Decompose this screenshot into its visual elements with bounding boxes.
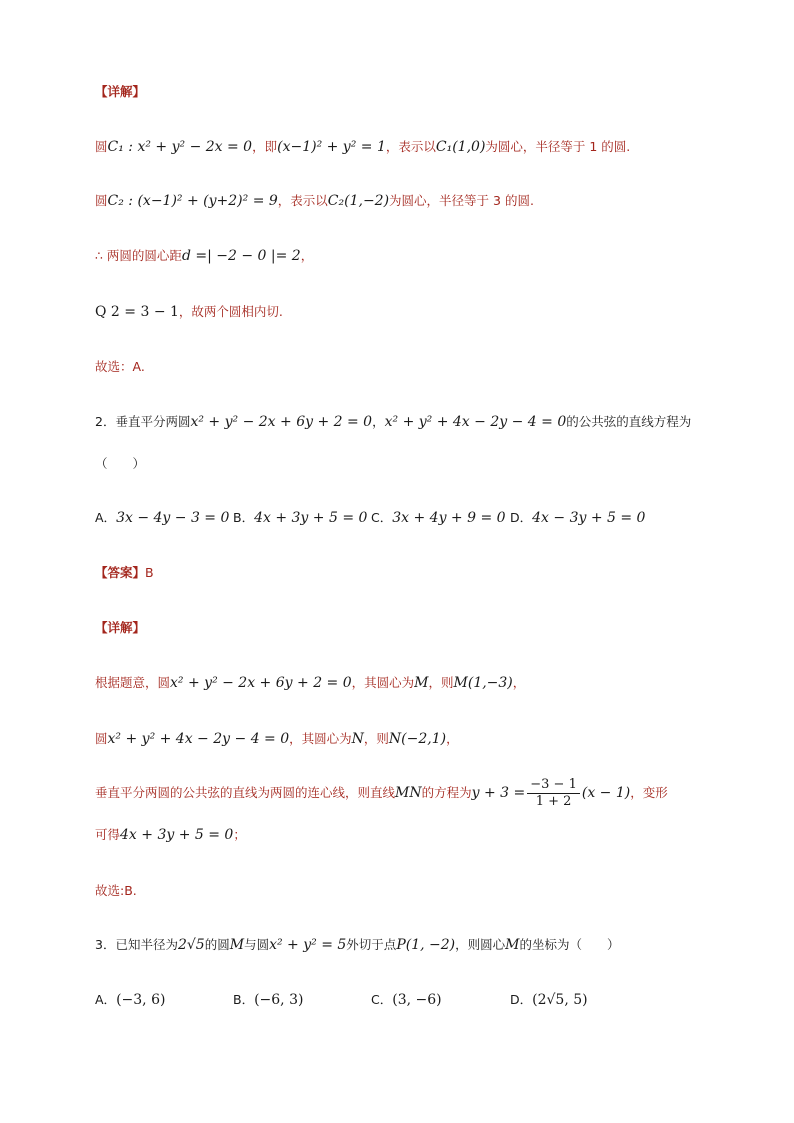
answer-label: 【答案】 (95, 565, 146, 580)
formula: (x−1)² + y² = 1 (277, 139, 386, 155)
formula: N(−2,1) (388, 731, 447, 747)
text: 圆 (95, 731, 108, 746)
text: ， (300, 248, 314, 263)
option-formula: 4x − 3y + 5 = 0 (532, 510, 646, 526)
q2-option-b[interactable] (233, 508, 367, 528)
q3-option-a[interactable] (95, 990, 165, 1010)
question-2-stem (95, 412, 691, 432)
option-formula: (3, −6) (392, 992, 442, 1008)
fraction-denominator: 1 + 2 (535, 794, 572, 809)
text: 为圆心，半径等于 1 的圆. (485, 139, 631, 154)
formula: N (351, 731, 364, 747)
option-label: C． (371, 510, 393, 525)
q2-option-a[interactable] (95, 508, 229, 528)
formula: (x − 1) (581, 785, 631, 801)
q2-option-d[interactable] (510, 508, 645, 528)
formula: x² + y² − 2x + 6y + 2 = 0 (190, 414, 373, 430)
q2-detail-conclusion: 故选:B. (95, 883, 137, 898)
option-label: D． (510, 992, 533, 1007)
formula: C₂ : (x−1)² + (y+2)² = 9 (107, 193, 278, 209)
text: ，变形 (630, 785, 668, 800)
answer-value: B (145, 565, 154, 580)
text: ，则 (428, 675, 454, 690)
option-formula: 3x − 4y − 3 = 0 (116, 510, 230, 526)
text: ，其圆心为 (289, 731, 352, 746)
text: ，表示以 (385, 139, 436, 154)
detail1-conclusion: 故选：A. (95, 359, 145, 374)
formula: C₁(1,0) (435, 139, 486, 155)
text: 为圆心，半径等于 3 的圆. (389, 193, 534, 208)
formula: C₂(1,−2) (327, 193, 390, 209)
formula: d =| −2 − 0 |= 2 (181, 248, 301, 264)
fraction-numerator: −3 − 1 (527, 777, 580, 794)
detail-heading-1: 【详解】 (95, 84, 146, 99)
fraction (527, 777, 580, 810)
q2-detail-line4 (95, 825, 246, 845)
option-formula: 3x + 4y + 9 = 0 (392, 510, 506, 526)
text: ， (512, 675, 526, 690)
text: 根据题意，圆 (95, 675, 171, 690)
q2-answer (95, 563, 154, 583)
formula: C₁ : x² + y² − 2x = 0 (107, 139, 253, 155)
text: ，则圆心 (455, 937, 506, 952)
text: ∴ 两圆的圆心距 (95, 248, 182, 263)
option-formula: (−6, 3) (254, 992, 304, 1008)
formula: x² + y² − 2x + 6y + 2 = 0 (170, 675, 352, 691)
option-label: D． (510, 510, 533, 525)
detail-heading-2: 【详解】 (95, 620, 146, 635)
text: ； (233, 827, 246, 842)
text: 圆 (95, 193, 108, 208)
question-3-stem (95, 935, 619, 955)
formula: M (505, 937, 520, 953)
formula: M (414, 675, 429, 691)
text: 可得 (95, 827, 121, 842)
text: 的公共弦的直线方程为 (566, 414, 692, 429)
text: 的坐标为（ ） (519, 937, 620, 952)
q3-option-c[interactable] (371, 990, 442, 1010)
option-formula: (−3, 6) (116, 992, 166, 1008)
formula: x² + y² + 4x − 2y − 4 = 0 (107, 731, 290, 747)
option-label: A． (95, 510, 117, 525)
option-formula: (2√5, 5) (532, 992, 588, 1008)
text: 3．已知半径为 (95, 937, 178, 952)
text: ，则 (363, 731, 389, 746)
text: 的方程为 (421, 785, 472, 800)
q3-option-b[interactable] (233, 990, 303, 1010)
text: 圆 (95, 139, 108, 154)
option-formula: 4x + 3y + 5 = 0 (254, 510, 368, 526)
detail1-line2 (95, 191, 534, 211)
question-2-paren: （ ） (95, 456, 146, 471)
text: ， (446, 731, 459, 746)
option-label: A． (95, 992, 117, 1007)
text: 外切于点 (346, 937, 397, 952)
q2-detail-line3 (95, 776, 668, 810)
formula: 4x + 3y + 5 = 0 (120, 827, 234, 843)
formula: x² + y² = 5 (269, 937, 347, 953)
text: ， (372, 414, 385, 429)
text: 的圆 (204, 937, 230, 952)
option-label: B． (233, 510, 255, 525)
q2-detail-line2 (95, 729, 459, 749)
text: 2．垂直平分两圆 (95, 414, 191, 429)
formula: MN (395, 785, 422, 801)
formula: Q 2 = 3 − 1 (95, 304, 179, 320)
formula: y + 3 = (471, 785, 526, 801)
formula: M (229, 937, 245, 953)
q2-option-c[interactable] (371, 508, 506, 528)
formula: M(1,−3) (453, 675, 513, 691)
text: ，其圆心为 (351, 675, 415, 690)
detail1-line4 (95, 302, 283, 322)
text: 与圆 (244, 937, 270, 952)
text: ，即 (252, 139, 278, 154)
formula: x² + y² + 4x − 2y − 4 = 0 (384, 414, 567, 430)
formula: 2√5 (177, 937, 205, 953)
text: ，故两个圆相内切. (178, 304, 283, 319)
detail1-line1 (95, 137, 630, 157)
q2-detail-line1 (95, 673, 525, 693)
option-label: C． (371, 992, 393, 1007)
formula: P(1, −2) (396, 937, 456, 953)
detail1-line3 (95, 246, 313, 266)
option-label: B． (233, 992, 255, 1007)
q3-option-d[interactable] (510, 990, 588, 1010)
text: 垂直平分两圆的公共弦的直线为两圆的连心线，则直线 (95, 785, 396, 800)
text: ，表示以 (277, 193, 328, 208)
